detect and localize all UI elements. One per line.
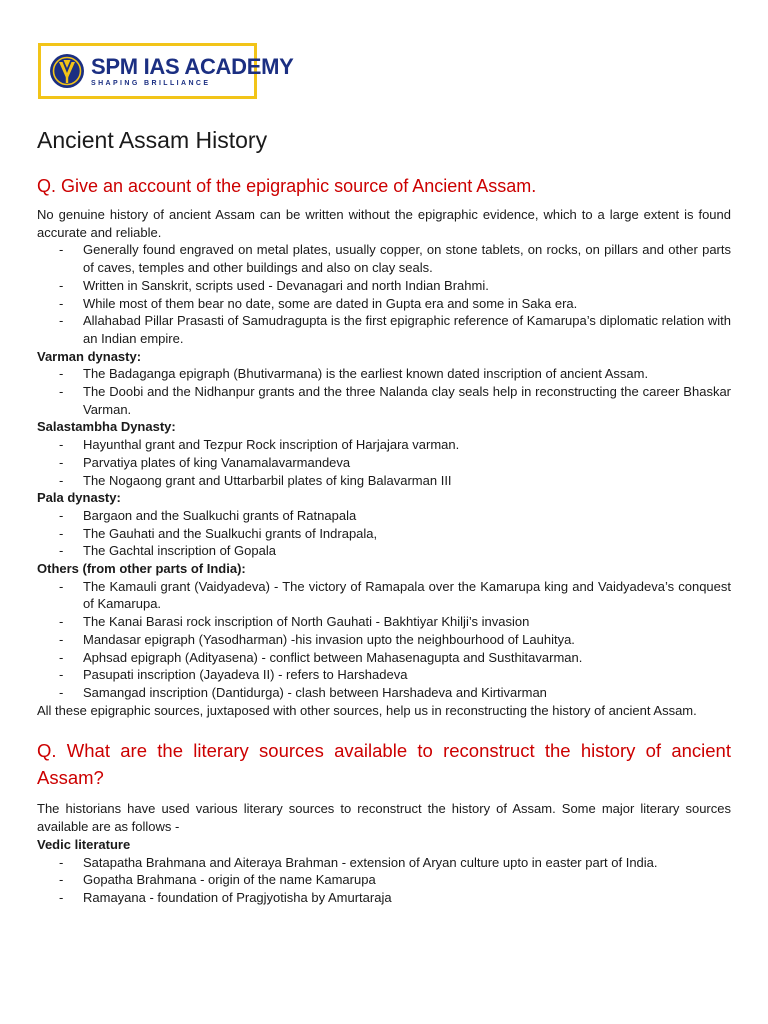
list-item: - Aphsad epigraph (Adityasena) - conflict between Mahasenagupta and Susthitavarman. — [59, 649, 583, 665]
question-1-heading: Q. Give an account of the epigraphic source of Ancient Assam. — [37, 176, 537, 196]
section-heading-salastambha: Salastambha Dynasty: — [37, 419, 176, 435]
section-heading-varman: Varman dynasty: — [37, 348, 142, 364]
list-item: - Generally found engraved on metal plates, usually copper, on stone tablets, on rocks, on pillars and other parts of caves, temples and other buildings and also on clay seals. — [59, 242, 731, 276]
list-item: - Allahabad Pillar Prasasti of Samudragupta is the first epigraphic reference of Kamarupa’s diplomatic relation with an Indian empire. — [59, 313, 731, 346]
document-body — [37, 127, 731, 907]
list-item: - The Gachtal inscription of Gopala — [59, 543, 276, 559]
logo-name: SPM IAS ACADEMY — [91, 53, 294, 79]
list-item: - The Badaganga epigraph (Bhutivarmana) is the earliest known dated inscription of ancient Assam. — [59, 366, 649, 382]
question-2-intro: The historians have used various literary sources to reconstruct the history of Assam. Some major literary sources available are as follows - — [37, 801, 731, 835]
document-title: Ancient Assam History — [37, 127, 268, 153]
vedic-list — [37, 854, 731, 907]
salastambha-list — [37, 436, 731, 489]
academy-logo — [38, 43, 294, 99]
list-item: - The Kanai Barasi rock inscription of North Gauhati - Bakhtiyar Khilji’s invasion — [59, 614, 530, 630]
others-list — [37, 578, 731, 702]
list-item: - The Kamauli grant (Vaidyadeva) - The victory of Ramapala over the Kamarupa king and Vaidyadeva’s conquest of Kamarupa. — [59, 578, 731, 612]
list-item: - The Nogaong grant and Uttarbarbil plates of king Balavarman III — [59, 472, 452, 488]
list-item: - Parvatiya plates of king Vanamalavarmandeva — [59, 454, 351, 470]
list-item: - Pasupati inscription (Jayadeva II) - refers to Harshadeva — [59, 667, 408, 683]
logo-tagline: SHAPING BRILLIANCE — [91, 79, 211, 87]
list-item: - Satapatha Brahmana and Aiteraya Brahman - extension of Aryan culture upto in easter part of India. — [59, 854, 658, 870]
section-heading-others: Others (from other parts of India): — [37, 561, 246, 577]
list-item: - Gopatha Brahmana - origin of the name Kamarupa — [59, 872, 376, 888]
emblem-icon — [49, 53, 85, 89]
list-item: - Written in Sanskrit, scripts used - Devanagari and north Indian Brahmi. — [59, 277, 489, 293]
varman-list — [37, 365, 731, 418]
section-heading-vedic: Vedic literature — [37, 836, 131, 852]
question-2-heading: Q. What are the literary sources available to reconstruct the history of ancient Assam? — [37, 740, 731, 789]
section-heading-pala: Pala dynasty: — [37, 490, 121, 506]
list-item: - Bargaon and the Sualkuchi grants of Ratnapala — [59, 507, 357, 523]
list-item: - The Doobi and the Nidhanpur grants and the three Nalanda clay seals help in reconstructing the career Bhaskar Varman. — [59, 384, 731, 417]
pala-list — [37, 507, 731, 560]
list-item: - Samangad inscription (Dantidurga) - clash between Harshadeva and Kirtivarman — [59, 684, 547, 700]
list-item: - While most of them bear no date, some are dated in Gupta era and some in Saka era. — [59, 295, 578, 311]
question-1-bullets — [37, 241, 731, 347]
list-item: - Ramayana - foundation of Pragjyotisha by Amurtaraja — [59, 889, 392, 905]
list-item: - The Gauhati and the Sualkuchi grants of Indrapala, — [59, 525, 378, 541]
list-item: - Hayunthal grant and Tezpur Rock inscription of Harjajara varman. — [59, 437, 460, 453]
list-item: - Mandasar epigraph (Yasodharman) -his invasion upto the neighbourhood of Lauhitya. — [59, 631, 575, 647]
question-1-conclusion: All these epigraphic sources, juxtaposed with other sources, help us in reconstructing the history of ancient Assam. — [37, 702, 697, 718]
question-1-intro: No genuine history of ancient Assam can be written without the epigraphic evidence, which to a large extent is found accurate and reliable. — [37, 207, 731, 240]
